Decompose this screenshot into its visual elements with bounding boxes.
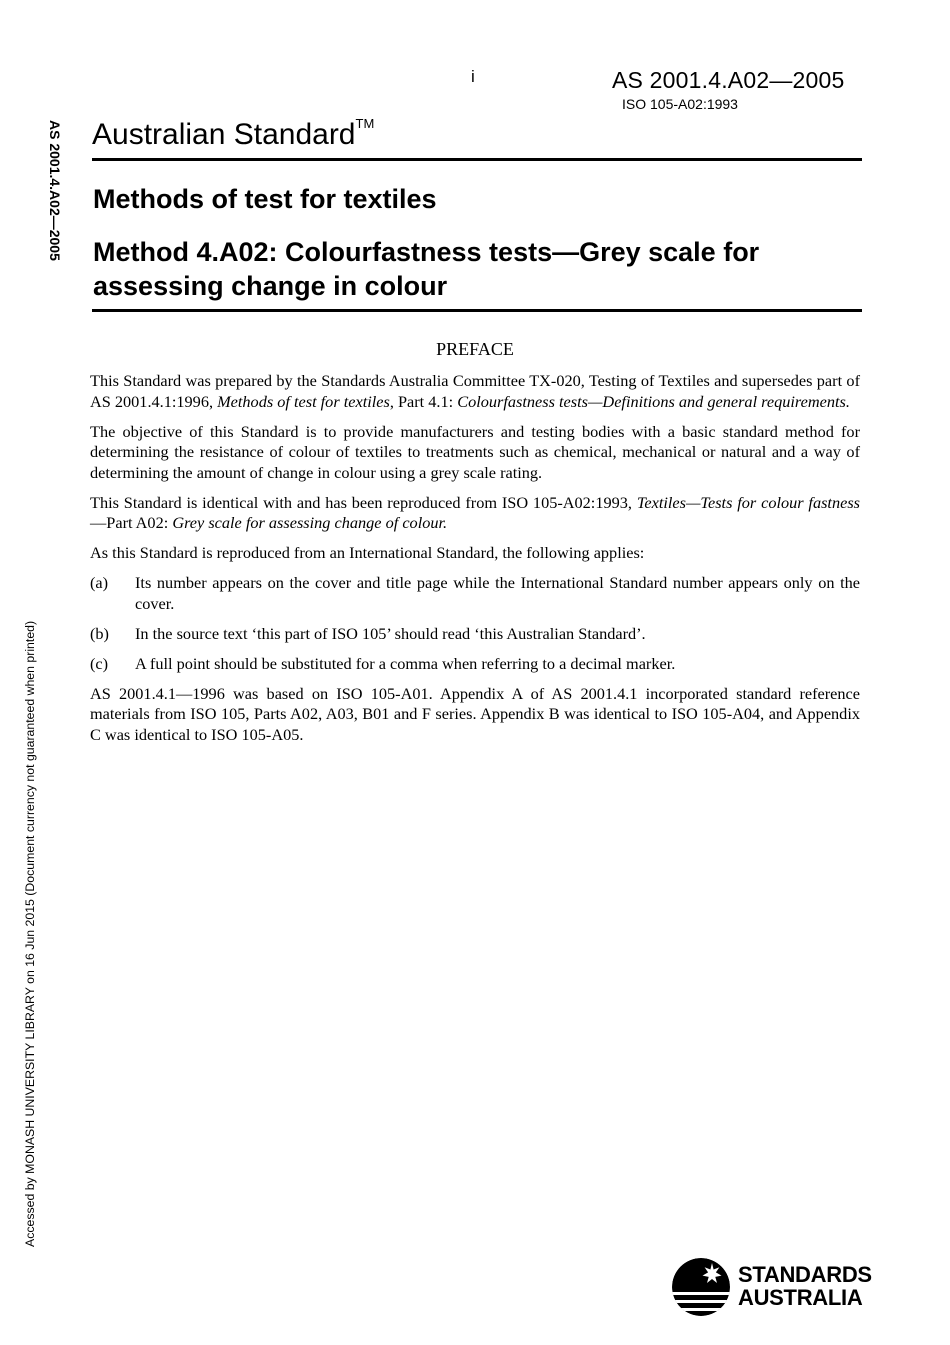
page-number: i [471, 67, 475, 86]
title-rule-top [92, 158, 862, 161]
list-item-text: In the source text ‘this part of ISO 105’ should read ‘this Australian Standard’. [135, 623, 646, 643]
preface-paragraph-4: As this Standard is reproduced from an International Standard, the following applies: [90, 543, 645, 562]
iso-number: ISO 105-A02:1993 [622, 96, 738, 112]
preface-paragraph-1: This Standard was prepared by the Standards Australia Committee TX-020, Testing of Textiles and supersedes part of AS 2001.4.1:1996, Methods of test for textiles, Part 4.1: Colourfastness tests—Definitions and general requirements. [90, 371, 860, 411]
brand-name: Australian Standard [92, 118, 356, 151]
list-item-text: A full point should be substituted for a comma when referring to a decimal marker. [135, 653, 676, 673]
access-note: Accessed by MONASH UNIVERSITY LIBRARY on 16 Jun 2015 (Document currency not guaranteed when printed) [23, 620, 37, 1247]
standard-number: AS 2001.4.A02—2005 [612, 67, 845, 93]
series-title: Methods of test for textiles [93, 184, 437, 214]
logo-wordmark [738, 1263, 872, 1309]
list-item [90, 654, 860, 675]
title-rule-bottom [92, 309, 862, 312]
preface-heading: PREFACE [436, 339, 514, 359]
trademark-mark: TM [355, 116, 375, 131]
list-item [90, 573, 860, 614]
list-item-label: (b) [90, 623, 109, 643]
preface-paragraph-3: This Standard is identical with and has been reproduced from ISO 105-A02:1993, Textiles—Tests for colour fastness—Part A02: Grey scale for assessing change of colour. [90, 492, 860, 532]
method-title: Method 4.A02: Colourfastness tests—Grey scale for assessing change in colour [93, 237, 760, 301]
logo-line-2: AUSTRALIA [738, 1285, 863, 1310]
list-item [90, 624, 860, 645]
list-item-text: Its number appears on the cover and title page while the International Standard number appears only on the cover. [135, 573, 860, 613]
preface-paragraph-2: The objective of this Standard is to provide manufacturers and testing bodies with a basic standard method for determining the resistance of colour of textiles to treatments such as chemical, mechanical or natural and a way of determining the amount of change in colour using a grey scale rating. [90, 421, 860, 482]
list-item-label: (c) [90, 653, 109, 673]
list-item-label: (a) [90, 573, 109, 592]
preface-paragraph-5: AS 2001.4.1—1996 was based on ISO 105-A01. Appendix A of AS 2001.4.1 incorporated standard reference materials from ISO 105, Parts A02, A03, B01 and F series. Appendix B was identical to ISO 105-A04, and Appendix C was identical to ISO 105-A05. [90, 683, 860, 744]
brand-title [92, 118, 374, 152]
preface-body [90, 371, 860, 755]
side-standard-reference: AS 2001.4.A02—2005 [47, 120, 63, 261]
logo-line-1: STANDARDS [738, 1262, 872, 1287]
globe-icon [672, 1258, 732, 1316]
